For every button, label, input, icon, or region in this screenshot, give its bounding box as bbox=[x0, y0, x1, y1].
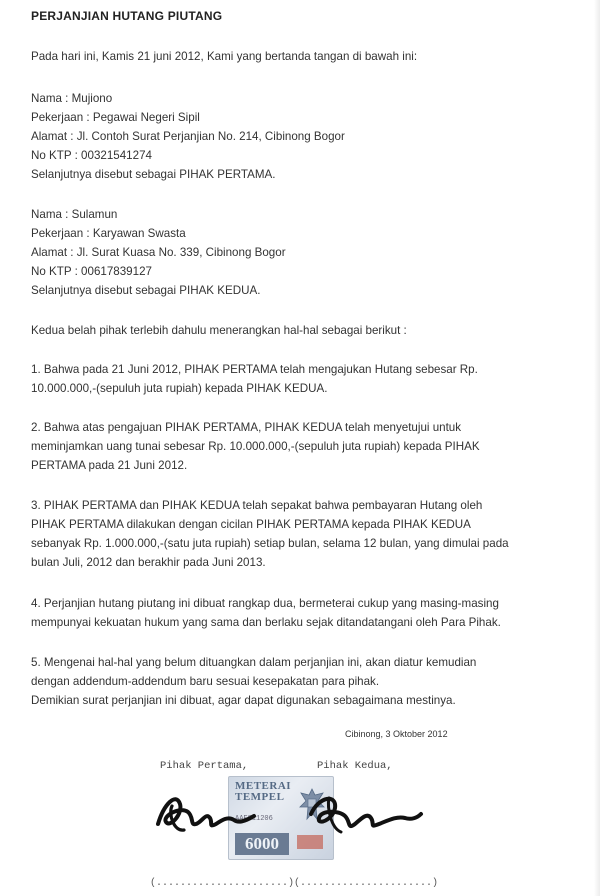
party-one-job: Pekerjaan : Pegawai Negeri Sipil bbox=[31, 111, 200, 124]
terms-intro: Kedua belah pihak terlebih dahulu menerangkan hal-hal sebagai berikut : bbox=[31, 324, 407, 337]
clause-5-line-2: dengan addendum-addendum baru sesuai kesepakatan para pihak. bbox=[31, 675, 380, 688]
document-title: PERJANJIAN HUTANG PIUTANG bbox=[31, 9, 223, 23]
closing-sentence: Demikian surat perjanjian ini dibuat, agar dapat digunakan sebagaimana mestinya. bbox=[31, 694, 456, 707]
opening-sentence: Pada hari ini, Kamis 21 juni 2012, Kami yang bertanda tangan di bawah ini: bbox=[31, 50, 418, 63]
party-one-address: Alamat : Jl. Contoh Surat Perjanjian No. 214, Cibinong Bogor bbox=[31, 130, 345, 143]
page-edge-shadow bbox=[594, 0, 600, 896]
party-two-job: Pekerjaan : Karyawan Swasta bbox=[31, 227, 186, 240]
place-and-date: Cibinong, 3 Oktober 2012 bbox=[345, 729, 448, 739]
clause-2-line-2: meminjamkan uang tunai sebesar Rp. 10.000.000,-(sepuluh juta rupiah) kepada PIHAK bbox=[31, 440, 480, 453]
clause-4-line-1: 4. Perjanjian hutang piutang ini dibuat rangkap dua, bermeterai cukup yang masing-masing bbox=[31, 597, 499, 610]
stamp-value: 6000 bbox=[235, 833, 289, 855]
clause-3-line-2: PIHAK PERTAMA dilakukan dengan cicilan PIHAK PERTAMA kepada PIHAK KEDUA bbox=[31, 518, 471, 531]
party-two-name: Nama : Sulamun bbox=[31, 208, 118, 221]
party-two-signature bbox=[305, 784, 425, 844]
party-two-address: Alamat : Jl. Surat Kuasa No. 339, Cibinong Bogor bbox=[31, 246, 286, 259]
stamp-heading-line-2: TEMPEL bbox=[235, 791, 285, 803]
clause-3-line-4: bulan Juli, 2012 dan berakhir pada Juni 2013. bbox=[31, 556, 266, 569]
party-one-name: Nama : Mujiono bbox=[31, 92, 113, 105]
party-one-signature-label: Pihak Pertama, bbox=[160, 760, 249, 772]
party-two-designation: Selanjutnya disebut sebagai PIHAK KEDUA. bbox=[31, 284, 261, 297]
party-two-ktp: No KTP : 00617839127 bbox=[31, 265, 152, 278]
clause-1-line-1: 1. Bahwa pada 21 Juni 2012, PIHAK PERTAMA telah mengajukan Hutang sebesar Rp. bbox=[31, 363, 478, 376]
clause-3-line-1: 3. PIHAK PERTAMA dan PIHAK KEDUA telah sepakat bahwa pembayaran Hutang oleh bbox=[31, 499, 483, 512]
party-two-name-blank: (......................) bbox=[294, 878, 439, 889]
clause-5-line-1: 5. Mengenai hal-hal yang belum dituangkan dalam perjanjian ini, akan diatur kemudian bbox=[31, 656, 477, 669]
party-one-name-blank: (......................) bbox=[150, 878, 295, 889]
clause-1-line-2: 10.000.000,-(sepuluh juta rupiah) kepada PIHAK KEDUA. bbox=[31, 382, 328, 395]
party-one-designation: Selanjutnya disebut sebagai PIHAK PERTAMA. bbox=[31, 168, 276, 181]
clause-3-line-3: sebanyak Rp. 1.000.000,-(satu juta rupiah) setiap bulan, selama 12 bulan, yang dimulai pada bbox=[31, 537, 509, 550]
party-one-ktp: No KTP : 00321541274 bbox=[31, 149, 152, 162]
stamp-heading-line-1: METERAI bbox=[235, 780, 292, 792]
stamp-serial: AAF011206 bbox=[235, 815, 273, 823]
party-two-signature-label: Pihak Kedua, bbox=[317, 760, 393, 772]
clause-4-line-2: mempunyai kekuatan hukum yang sama dan berlaku sejak ditandatangani oleh Para Pihak. bbox=[31, 616, 501, 629]
clause-2-line-3: PERTAMA pada 21 Juni 2012. bbox=[31, 459, 188, 472]
clause-2-line-1: 2. Bahwa atas pengajuan PIHAK PERTAMA, PIHAK KEDUA telah menyetujui untuk bbox=[31, 421, 462, 434]
party-one-signature bbox=[150, 784, 260, 844]
